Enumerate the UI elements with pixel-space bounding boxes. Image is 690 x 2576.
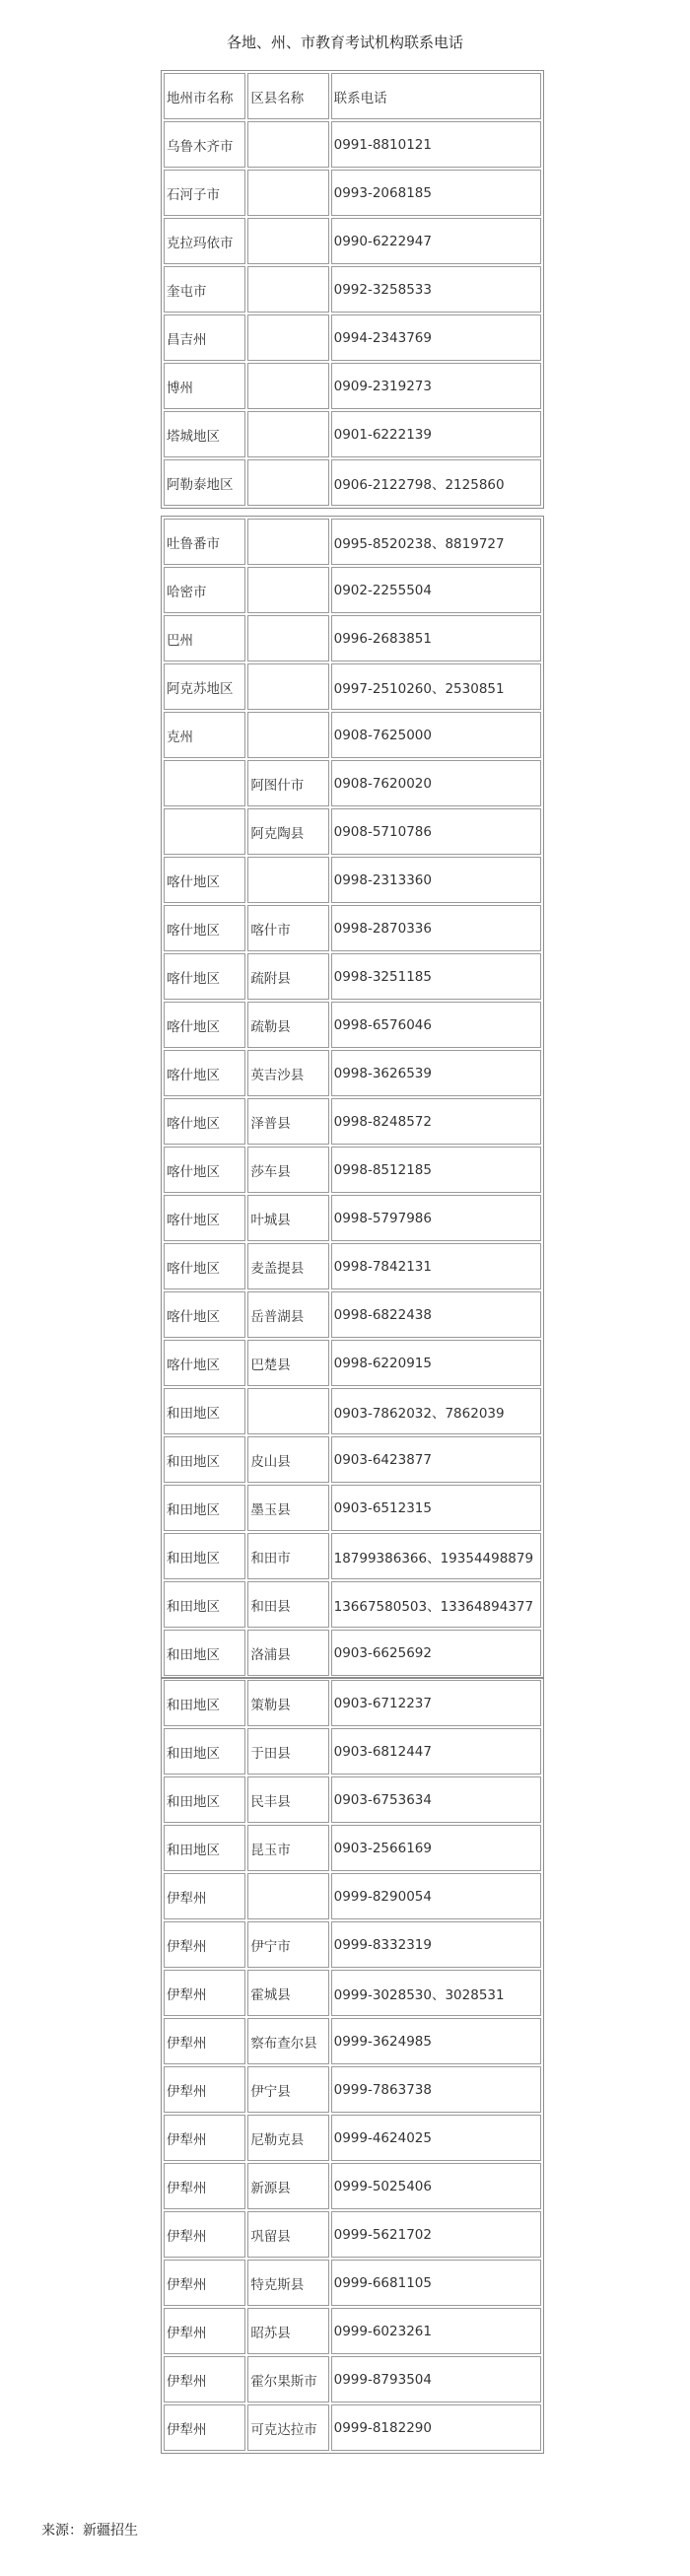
region-cell: 博州 (164, 363, 245, 409)
county-cell: 叶城县 (247, 1195, 328, 1241)
region-cell: 和田地区 (164, 1485, 245, 1531)
table-row (164, 1050, 541, 1096)
phone-cell: 0903-6423877 (331, 1436, 541, 1483)
county-cell (247, 170, 328, 216)
phone-cell: 0997-2510260、2530851 (331, 663, 541, 710)
phone-cell: 0994-2343769 (331, 314, 541, 361)
county-cell: 尼勒克县 (247, 2115, 328, 2161)
table-row (164, 2018, 541, 2064)
table-row (164, 411, 541, 457)
region-cell: 喀什地区 (164, 1002, 245, 1048)
table-row (164, 2163, 541, 2209)
header-row (164, 73, 541, 119)
region-cell: 和田地区 (164, 1533, 245, 1579)
table-row (164, 170, 541, 216)
phone-cell: 0903-6812447 (331, 1728, 541, 1775)
phone-cell: 0998-6220915 (331, 1340, 541, 1386)
region-cell (164, 760, 245, 806)
page-title: 各地、州、市教育考试机构联系电话 (226, 34, 463, 51)
county-cell: 喀什市 (247, 905, 328, 951)
region-cell: 昌吉州 (164, 314, 245, 361)
county-cell: 可克达拉市 (247, 2404, 328, 2451)
phone-cell: 0995-8520238、8819727 (331, 519, 541, 565)
region-cell: 乌鲁木齐市 (164, 121, 245, 168)
table-row (164, 218, 541, 264)
county-cell (247, 663, 328, 710)
region-cell: 伊犁州 (164, 1921, 245, 1968)
region-cell: 巴州 (164, 615, 245, 661)
phone-cell: 0998-7842131 (331, 1243, 541, 1289)
phone-cell: 18799386366、19354498879 (331, 1533, 541, 1579)
region-cell: 伊犁州 (164, 2356, 245, 2402)
table-row (164, 266, 541, 313)
county-cell: 麦盖提县 (247, 1243, 328, 1289)
phone-cell: 0998-2870336 (331, 905, 541, 951)
county-cell (247, 712, 328, 758)
county-cell: 疏勒县 (247, 1002, 328, 1048)
phone-cell: 0999-6681105 (331, 2260, 541, 2306)
county-cell (247, 363, 328, 409)
phone-cell: 0906-2122798、2125860 (331, 459, 541, 506)
region-cell: 哈密市 (164, 567, 245, 613)
phone-cell: 0908-7620020 (331, 760, 541, 806)
county-cell: 和田县 (247, 1581, 328, 1628)
county-cell: 霍尔果斯市 (247, 2356, 328, 2402)
region-cell: 和田地区 (164, 1630, 245, 1676)
region-cell: 伊犁州 (164, 2308, 245, 2354)
region-cell (164, 808, 245, 855)
table-row (164, 1630, 541, 1676)
county-cell: 洛浦县 (247, 1630, 328, 1676)
table-row (164, 2115, 541, 2161)
table-row (164, 1921, 541, 1968)
contacts-table-3 (161, 1677, 544, 2454)
table-row (164, 1195, 541, 1241)
county-cell: 新源县 (247, 2163, 328, 2209)
county-cell: 察布查尔县 (247, 2018, 328, 2064)
table-row (164, 1825, 541, 1871)
phone-cell: 0903-7862032、7862039 (331, 1388, 541, 1434)
table-row (164, 1388, 541, 1434)
region-cell: 和田地区 (164, 1680, 245, 1726)
table-row (164, 663, 541, 710)
region-cell: 克州 (164, 712, 245, 758)
region-cell: 喀什地区 (164, 953, 245, 1000)
county-cell (247, 411, 328, 457)
phone-cell: 0991-8810121 (331, 121, 541, 168)
source-note: 来源：新疆招生 (41, 2523, 138, 2539)
phone-cell: 0901-6222139 (331, 411, 541, 457)
phone-cell: 0993-2068185 (331, 170, 541, 216)
table-row (164, 1970, 541, 2016)
phone-cell: 0998-6576046 (331, 1002, 541, 1048)
phone-cell: 0999-8182290 (331, 2404, 541, 2451)
region-cell: 石河子市 (164, 170, 245, 216)
region-cell: 阿克苏地区 (164, 663, 245, 710)
table-row (164, 363, 541, 409)
table-body (164, 519, 541, 1676)
phone-cell: 0998-8512185 (331, 1147, 541, 1193)
table-row (164, 567, 541, 613)
table-row (164, 1340, 541, 1386)
table-row (164, 2211, 541, 2258)
phone-cell: 0999-5025406 (331, 2163, 541, 2209)
region-cell: 伊犁州 (164, 2260, 245, 2306)
phone-cell: 0996-2683851 (331, 615, 541, 661)
region-cell: 喀什地区 (164, 1098, 245, 1145)
county-cell (247, 1388, 328, 1434)
phone-cell: 0999-5621702 (331, 2211, 541, 2258)
table-row (164, 1776, 541, 1823)
phone-cell: 0908-7625000 (331, 712, 541, 758)
county-cell (247, 615, 328, 661)
region-cell: 喀什地区 (164, 857, 245, 903)
region-cell: 吐鲁番市 (164, 519, 245, 565)
county-cell: 于田县 (247, 1728, 328, 1775)
table-row (164, 1098, 541, 1145)
region-cell: 伊犁州 (164, 2066, 245, 2113)
phone-cell: 0999-3624985 (331, 2018, 541, 2064)
phone-cell: 0998-8248572 (331, 1098, 541, 1145)
table-row (164, 808, 541, 855)
table-row (164, 615, 541, 661)
table-row (164, 1147, 541, 1193)
header-cell: 地州市名称 (164, 73, 245, 119)
county-cell (247, 857, 328, 903)
county-cell: 民丰县 (247, 1776, 328, 1823)
phone-cell: 0999-8793504 (331, 2356, 541, 2402)
region-cell: 和田地区 (164, 1776, 245, 1823)
region-cell: 伊犁州 (164, 2115, 245, 2161)
region-cell: 克拉玛依市 (164, 218, 245, 264)
region-cell: 喀什地区 (164, 905, 245, 951)
county-cell (247, 519, 328, 565)
table-row (164, 2356, 541, 2402)
table-body (164, 73, 541, 506)
region-cell: 伊犁州 (164, 1873, 245, 1919)
table-row (164, 905, 541, 951)
phone-cell: 0998-3251185 (331, 953, 541, 1000)
region-cell: 伊犁州 (164, 1970, 245, 2016)
table-row (164, 459, 541, 506)
table-row (164, 1436, 541, 1483)
table-row (164, 1728, 541, 1775)
region-cell: 和田地区 (164, 1388, 245, 1434)
county-cell: 特克斯县 (247, 2260, 328, 2306)
table-row (164, 121, 541, 168)
phone-cell: 0992-3258533 (331, 266, 541, 313)
table-row (164, 1680, 541, 1726)
region-cell: 和田地区 (164, 1728, 245, 1775)
county-cell: 阿图什市 (247, 760, 328, 806)
table-row (164, 519, 541, 565)
table-row (164, 1002, 541, 1048)
county-cell: 昆玉市 (247, 1825, 328, 1871)
table-row (164, 2308, 541, 2354)
region-cell: 喀什地区 (164, 1050, 245, 1096)
region-cell: 喀什地区 (164, 1147, 245, 1193)
region-cell: 喀什地区 (164, 1340, 245, 1386)
county-cell: 巴楚县 (247, 1340, 328, 1386)
table-row (164, 1533, 541, 1579)
table-row (164, 1581, 541, 1628)
table-row (164, 857, 541, 903)
county-cell: 墨玉县 (247, 1485, 328, 1531)
region-cell: 和田地区 (164, 1436, 245, 1483)
county-cell: 泽普县 (247, 1098, 328, 1145)
region-cell: 和田地区 (164, 1825, 245, 1871)
region-cell: 伊犁州 (164, 2404, 245, 2451)
phone-cell: 0999-3028530、3028531 (331, 1970, 541, 2016)
phone-cell: 0998-3626539 (331, 1050, 541, 1096)
table-row (164, 314, 541, 361)
county-cell: 阿克陶县 (247, 808, 328, 855)
contacts-table-2 (161, 516, 544, 1679)
phone-cell: 0999-8332319 (331, 1921, 541, 1968)
county-cell: 英吉沙县 (247, 1050, 328, 1096)
region-cell: 和田地区 (164, 1581, 245, 1628)
phone-cell: 0903-6753634 (331, 1776, 541, 1823)
county-cell (247, 121, 328, 168)
phone-cell: 13667580503、13364894377 (331, 1581, 541, 1628)
contacts-table-1 (161, 70, 544, 509)
header-cell: 区县名称 (247, 73, 328, 119)
phone-cell: 0998-6822438 (331, 1291, 541, 1338)
phone-cell: 0998-2313360 (331, 857, 541, 903)
phone-cell: 0903-6512315 (331, 1485, 541, 1531)
county-cell (247, 314, 328, 361)
county-cell: 伊宁市 (247, 1921, 328, 1968)
county-cell (247, 1873, 328, 1919)
phone-cell: 0903-6712237 (331, 1680, 541, 1726)
table-row (164, 953, 541, 1000)
region-cell: 塔城地区 (164, 411, 245, 457)
table-body (164, 1680, 541, 2451)
region-cell: 伊犁州 (164, 2018, 245, 2064)
county-cell: 霍城县 (247, 1970, 328, 2016)
table-row (164, 2066, 541, 2113)
table-row (164, 1291, 541, 1338)
county-cell: 皮山县 (247, 1436, 328, 1483)
region-cell: 伊犁州 (164, 2211, 245, 2258)
county-cell: 岳普湖县 (247, 1291, 328, 1338)
county-cell: 策勒县 (247, 1680, 328, 1726)
county-cell: 巩留县 (247, 2211, 328, 2258)
region-cell: 喀什地区 (164, 1243, 245, 1289)
phone-cell: 0999-8290054 (331, 1873, 541, 1919)
county-cell (247, 459, 328, 506)
table-row (164, 2404, 541, 2451)
phone-cell: 0990-6222947 (331, 218, 541, 264)
county-cell: 昭苏县 (247, 2308, 328, 2354)
county-cell: 伊宁县 (247, 2066, 328, 2113)
phone-cell: 0999-4624025 (331, 2115, 541, 2161)
region-cell: 伊犁州 (164, 2163, 245, 2209)
phone-cell: 0909-2319273 (331, 363, 541, 409)
county-cell: 莎车县 (247, 1147, 328, 1193)
phone-cell: 0903-6625692 (331, 1630, 541, 1676)
county-cell: 疏附县 (247, 953, 328, 1000)
county-cell (247, 567, 328, 613)
table-row (164, 1243, 541, 1289)
header-cell: 联系电话 (331, 73, 541, 119)
table-row (164, 1873, 541, 1919)
phone-cell: 0903-2566169 (331, 1825, 541, 1871)
region-cell: 阿勒泰地区 (164, 459, 245, 506)
county-cell (247, 218, 328, 264)
phone-cell: 0999-7863738 (331, 2066, 541, 2113)
table-row (164, 760, 541, 806)
phone-cell: 0908-5710786 (331, 808, 541, 855)
phone-cell: 0902-2255504 (331, 567, 541, 613)
phone-cell: 0998-5797986 (331, 1195, 541, 1241)
phone-cell: 0999-6023261 (331, 2308, 541, 2354)
county-cell (247, 266, 328, 313)
table-row (164, 712, 541, 758)
county-cell: 和田市 (247, 1533, 328, 1579)
table-row (164, 2260, 541, 2306)
region-cell: 奎屯市 (164, 266, 245, 313)
region-cell: 喀什地区 (164, 1195, 245, 1241)
table-row (164, 1485, 541, 1531)
region-cell: 喀什地区 (164, 1291, 245, 1338)
